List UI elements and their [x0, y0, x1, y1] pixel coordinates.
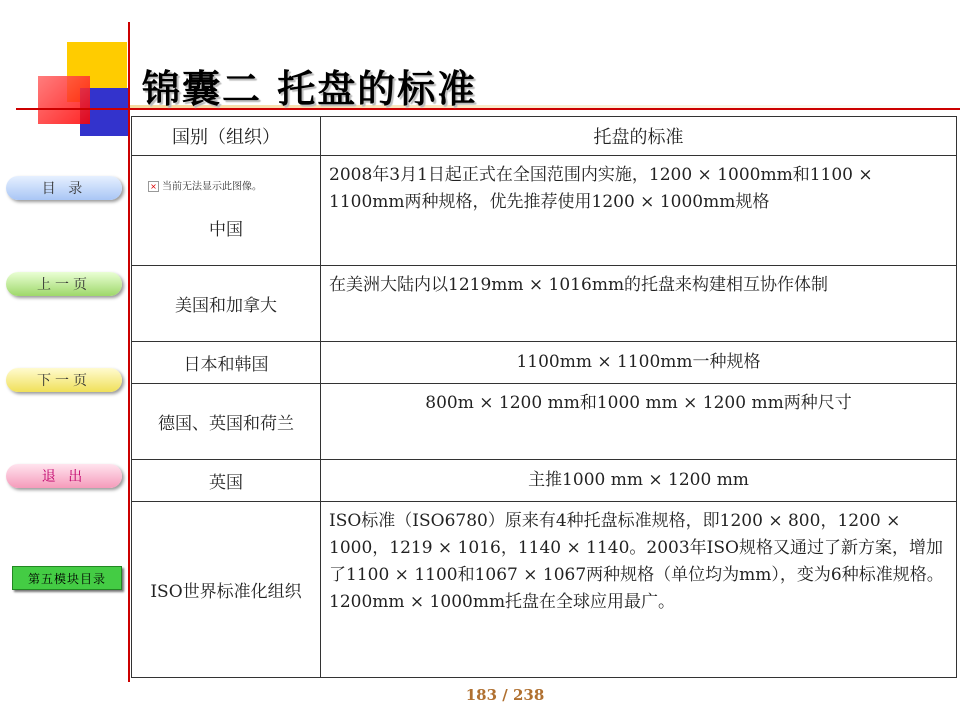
table-row — [132, 460, 957, 502]
table-row — [132, 342, 957, 384]
slide-title: 锦囊二 托盘的标准 — [142, 66, 478, 111]
standard-cell: ISO标准（ISO6780）原来有4种托盘标准规格，即1200 × 800，1200 × 1000，1219 × 1016，1140 × 1140。2003年ISO规格又通过了新方案，增加了1100 × 1100和1067 × 1067两种规格（单位均为mm），变为6种标准规格。1200mm × 1000mm托盘在全球应用最广。 — [321, 502, 957, 678]
country-cell: 英国 — [132, 460, 321, 502]
standard-cell: 在美洲大陆内以1219mm × 1016mm的托盘来构建相互协作体制 — [321, 266, 957, 342]
exit-button[interactable]: 退 出 — [6, 464, 122, 488]
page-separator: / — [502, 686, 508, 704]
table-row — [132, 384, 957, 460]
prev-page-button[interactable]: 上一页 — [6, 272, 122, 296]
broken-image-placeholder — [148, 181, 312, 194]
pallet-standard-table — [131, 116, 957, 678]
country-cell: 美国和加拿大 — [132, 266, 321, 342]
decor-vertical-line — [128, 22, 130, 682]
next-page-button[interactable]: 下一页 — [6, 368, 122, 392]
standard-cell: 主推1000 mm × 1200 mm — [321, 460, 957, 502]
header-country: 国别（组织） — [132, 117, 321, 156]
page-current: 183 — [465, 686, 498, 704]
broken-image-text: 当前无法显示此图像。 — [162, 181, 262, 193]
table-row — [132, 502, 957, 678]
standard-cell: 2008年3月1日起正式在全国范围内实施，1200 × 1000mm和1100 × 1100mm两种规格，优先推荐使用1200 × 1000mm规格 — [321, 156, 957, 266]
country-cell: 日本和韩国 — [132, 342, 321, 384]
page-indicator — [0, 686, 960, 704]
country-cell: 德国、英国和荷兰 — [132, 384, 321, 460]
table-row — [132, 266, 957, 342]
decor-red-square — [38, 76, 90, 124]
country-cell: ISO世界标准化组织 — [132, 502, 321, 678]
table-row — [132, 156, 957, 266]
header-standard: 托盘的标准 — [321, 117, 957, 156]
country-label: 中国 — [209, 220, 243, 241]
country-cell — [132, 156, 321, 266]
broken-image-icon: × — [148, 181, 159, 192]
menu-button[interactable]: 目 录 — [6, 176, 122, 200]
module-index-button[interactable]: 第五模块目录 — [12, 566, 122, 590]
page-total: 238 — [512, 686, 545, 704]
standard-cell: 800m × 1200 mm和1000 mm × 1200 mm两种尺寸 — [321, 384, 957, 460]
table-header-row — [132, 117, 957, 156]
standard-cell: 1100mm × 1100mm一种规格 — [321, 342, 957, 384]
